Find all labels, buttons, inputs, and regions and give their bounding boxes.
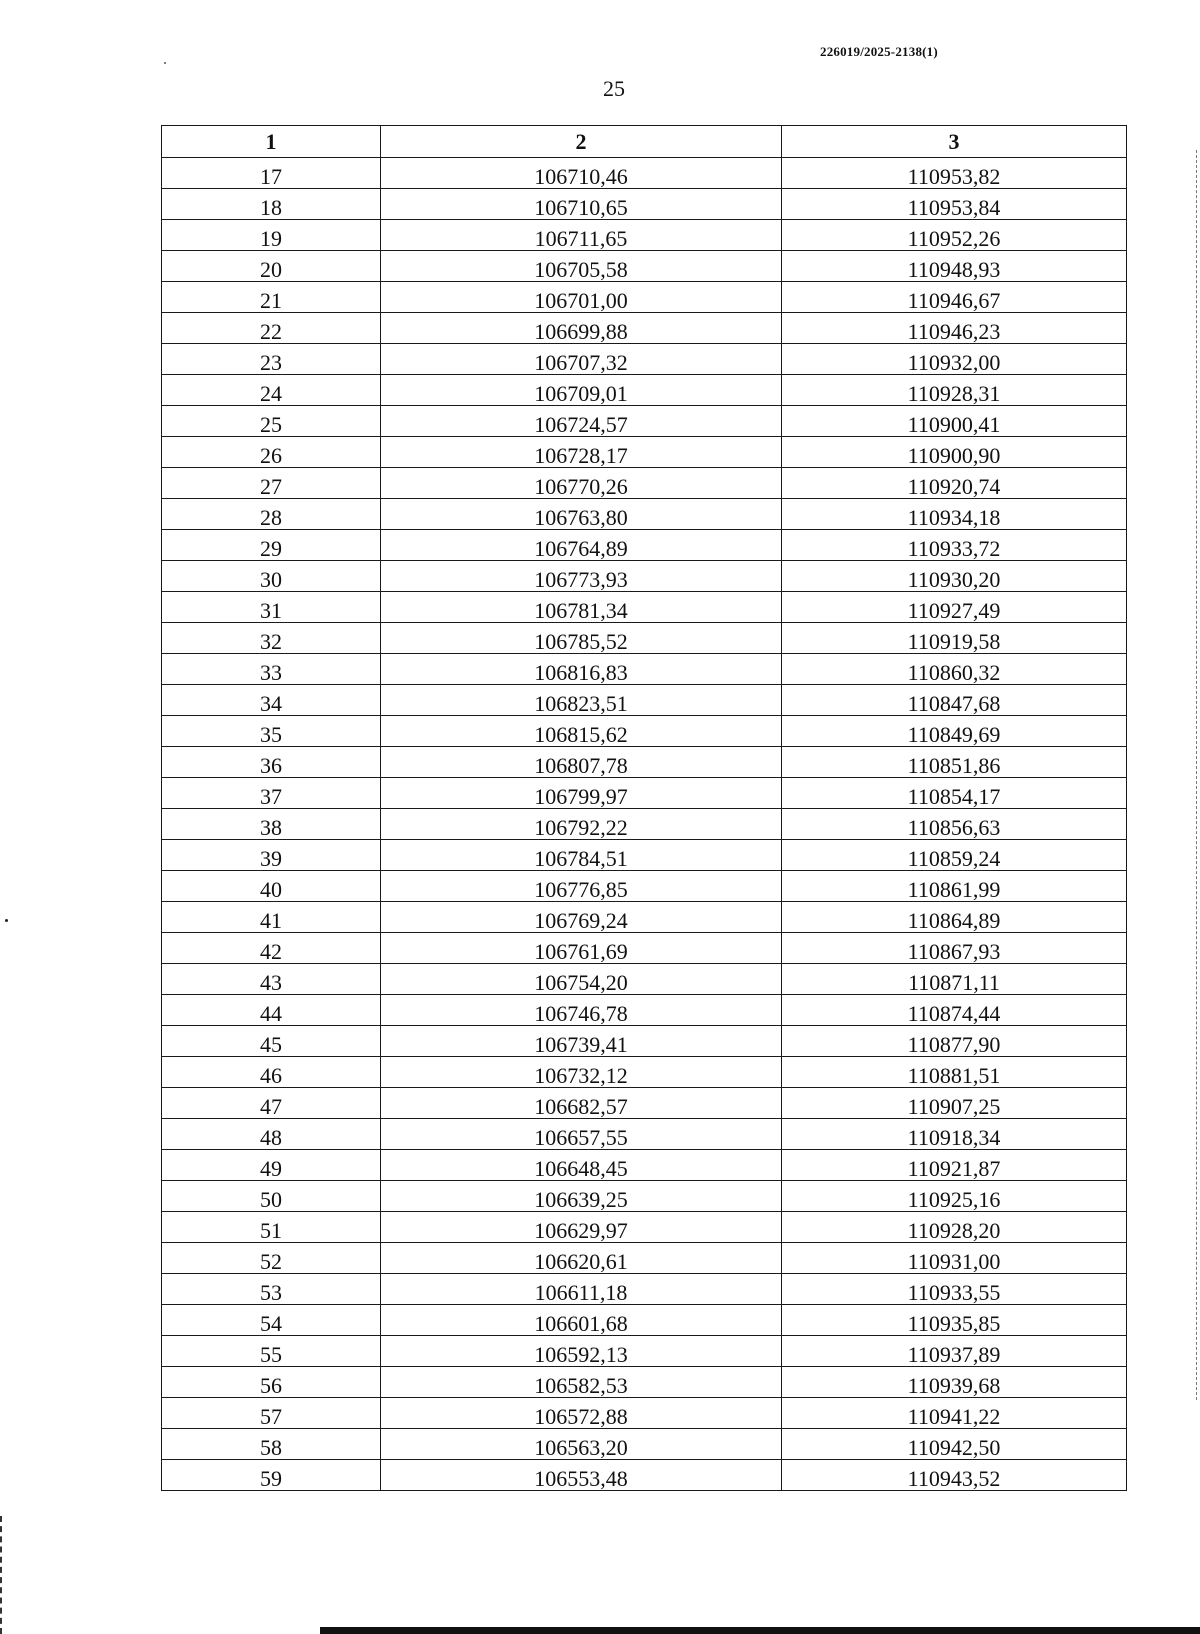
point-number-cell: 17 — [162, 158, 381, 189]
point-number-cell: 18 — [162, 189, 381, 220]
point-number-cell: 58 — [162, 1429, 381, 1460]
y-coordinate-cell: 110867,93 — [782, 933, 1127, 964]
scan-speck — [5, 919, 8, 922]
x-coordinate-cell: 106799,97 — [381, 778, 782, 809]
table-row — [162, 685, 1127, 716]
point-number-cell: 36 — [162, 747, 381, 778]
table-row — [162, 902, 1127, 933]
page-number: 25 — [603, 76, 625, 101]
y-coordinate-cell: 110928,31 — [782, 375, 1127, 406]
y-coordinate-cell: 110948,93 — [782, 251, 1127, 282]
x-coordinate-cell: 106572,88 — [381, 1398, 782, 1429]
x-coordinate-cell: 106705,58 — [381, 251, 782, 282]
point-number-cell: 25 — [162, 406, 381, 437]
y-coordinate-cell: 110919,58 — [782, 623, 1127, 654]
point-number-cell: 33 — [162, 654, 381, 685]
point-number-cell: 47 — [162, 1088, 381, 1119]
x-coordinate-cell: 106657,55 — [381, 1119, 782, 1150]
point-number-cell: 44 — [162, 995, 381, 1026]
y-coordinate-cell: 110937,89 — [782, 1336, 1127, 1367]
y-coordinate-cell: 110854,17 — [782, 778, 1127, 809]
x-coordinate-cell: 106770,26 — [381, 468, 782, 499]
point-number-cell: 22 — [162, 313, 381, 344]
x-coordinate-cell: 106776,85 — [381, 871, 782, 902]
x-coordinate-cell: 106773,93 — [381, 561, 782, 592]
table-row — [162, 406, 1127, 437]
point-number-cell: 43 — [162, 964, 381, 995]
y-coordinate-cell: 110874,44 — [782, 995, 1127, 1026]
table-row — [162, 344, 1127, 375]
point-number-cell: 50 — [162, 1181, 381, 1212]
y-coordinate-cell: 110935,85 — [782, 1305, 1127, 1336]
point-number-cell: 21 — [162, 282, 381, 313]
y-coordinate-cell: 110861,99 — [782, 871, 1127, 902]
point-number-cell: 30 — [162, 561, 381, 592]
y-coordinate-cell: 110952,26 — [782, 220, 1127, 251]
x-coordinate-cell: 106724,57 — [381, 406, 782, 437]
table-body — [162, 158, 1127, 1491]
y-coordinate-cell: 110928,20 — [782, 1212, 1127, 1243]
table-row — [162, 623, 1127, 654]
point-number-cell: 37 — [162, 778, 381, 809]
x-coordinate-cell: 106807,78 — [381, 747, 782, 778]
table-row — [162, 654, 1127, 685]
point-number-cell: 49 — [162, 1150, 381, 1181]
x-coordinate-cell: 106754,20 — [381, 964, 782, 995]
y-coordinate-cell: 110946,67 — [782, 282, 1127, 313]
point-number-cell: 56 — [162, 1367, 381, 1398]
y-coordinate-cell: 110860,32 — [782, 654, 1127, 685]
y-coordinate-cell: 110881,51 — [782, 1057, 1127, 1088]
table-row — [162, 1336, 1127, 1367]
point-number-cell: 34 — [162, 685, 381, 716]
document-number: 226019/2025-2138(1) — [820, 44, 938, 59]
point-number-cell: 19 — [162, 220, 381, 251]
x-coordinate-cell: 106792,22 — [381, 809, 782, 840]
table-row — [162, 871, 1127, 902]
point-number-cell: 31 — [162, 592, 381, 623]
y-coordinate-cell: 110939,68 — [782, 1367, 1127, 1398]
scan-speck — [164, 62, 166, 64]
table-row — [162, 313, 1127, 344]
point-number-cell: 46 — [162, 1057, 381, 1088]
table-row — [162, 964, 1127, 995]
x-coordinate-cell: 106711,65 — [381, 220, 782, 251]
y-coordinate-cell: 110932,00 — [782, 344, 1127, 375]
y-coordinate-cell: 110864,89 — [782, 902, 1127, 933]
point-number-cell: 52 — [162, 1243, 381, 1274]
point-number-cell: 24 — [162, 375, 381, 406]
table-row — [162, 375, 1127, 406]
point-number-cell: 42 — [162, 933, 381, 964]
y-coordinate-cell: 110918,34 — [782, 1119, 1127, 1150]
x-coordinate-cell: 106563,20 — [381, 1429, 782, 1460]
x-coordinate-cell: 106710,46 — [381, 158, 782, 189]
point-number-cell: 23 — [162, 344, 381, 375]
column-header-3: 3 — [782, 126, 1127, 158]
table-header-row — [162, 126, 1127, 158]
x-coordinate-cell: 106592,13 — [381, 1336, 782, 1367]
table-row — [162, 1398, 1127, 1429]
y-coordinate-cell: 110933,55 — [782, 1274, 1127, 1305]
table-row — [162, 1243, 1127, 1274]
y-coordinate-cell: 110942,50 — [782, 1429, 1127, 1460]
table-row — [162, 1057, 1127, 1088]
y-coordinate-cell: 110871,11 — [782, 964, 1127, 995]
y-coordinate-cell: 110900,90 — [782, 437, 1127, 468]
table-row — [162, 561, 1127, 592]
table-row — [162, 220, 1127, 251]
point-number-cell: 55 — [162, 1336, 381, 1367]
point-number-cell: 28 — [162, 499, 381, 530]
x-coordinate-cell: 106784,51 — [381, 840, 782, 871]
coordinates-table — [161, 125, 1127, 1491]
y-coordinate-cell: 110847,68 — [782, 685, 1127, 716]
x-coordinate-cell: 106701,00 — [381, 282, 782, 313]
y-coordinate-cell: 110941,22 — [782, 1398, 1127, 1429]
x-coordinate-cell: 106553,48 — [381, 1460, 782, 1491]
x-coordinate-cell: 106620,61 — [381, 1243, 782, 1274]
table-row — [162, 995, 1127, 1026]
x-coordinate-cell: 106639,25 — [381, 1181, 782, 1212]
point-number-cell: 45 — [162, 1026, 381, 1057]
point-number-cell: 57 — [162, 1398, 381, 1429]
x-coordinate-cell: 106781,34 — [381, 592, 782, 623]
y-coordinate-cell: 110856,63 — [782, 809, 1127, 840]
y-coordinate-cell: 110933,72 — [782, 530, 1127, 561]
column-header-1: 1 — [162, 126, 381, 158]
y-coordinate-cell: 110930,20 — [782, 561, 1127, 592]
scan-edge-line — [1196, 150, 1200, 1400]
table-row — [162, 530, 1127, 561]
x-coordinate-cell: 106739,41 — [381, 1026, 782, 1057]
x-coordinate-cell: 106764,89 — [381, 530, 782, 561]
table-row — [162, 1181, 1127, 1212]
y-coordinate-cell: 110920,74 — [782, 468, 1127, 499]
table-row — [162, 1088, 1127, 1119]
table-row — [162, 1119, 1127, 1150]
x-coordinate-cell: 106816,83 — [381, 654, 782, 685]
x-coordinate-cell: 106728,17 — [381, 437, 782, 468]
x-coordinate-cell: 106732,12 — [381, 1057, 782, 1088]
table-row — [162, 592, 1127, 623]
y-coordinate-cell: 110907,25 — [782, 1088, 1127, 1119]
y-coordinate-cell: 110953,82 — [782, 158, 1127, 189]
x-coordinate-cell: 106710,65 — [381, 189, 782, 220]
x-coordinate-cell: 106785,52 — [381, 623, 782, 654]
x-coordinate-cell: 106582,53 — [381, 1367, 782, 1398]
y-coordinate-cell: 110934,18 — [782, 499, 1127, 530]
y-coordinate-cell: 110921,87 — [782, 1150, 1127, 1181]
x-coordinate-cell: 106709,01 — [381, 375, 782, 406]
y-coordinate-cell: 110849,69 — [782, 716, 1127, 747]
x-coordinate-cell: 106815,62 — [381, 716, 782, 747]
table-row — [162, 1367, 1127, 1398]
point-number-cell: 54 — [162, 1305, 381, 1336]
table-row — [162, 809, 1127, 840]
y-coordinate-cell: 110851,86 — [782, 747, 1127, 778]
y-coordinate-cell: 110931,00 — [782, 1243, 1127, 1274]
point-number-cell: 39 — [162, 840, 381, 871]
point-number-cell: 41 — [162, 902, 381, 933]
table-row — [162, 1212, 1127, 1243]
x-coordinate-cell: 106761,69 — [381, 933, 782, 964]
point-number-cell: 26 — [162, 437, 381, 468]
point-number-cell: 29 — [162, 530, 381, 561]
x-coordinate-cell: 106601,68 — [381, 1305, 782, 1336]
y-coordinate-cell: 110900,41 — [782, 406, 1127, 437]
table-row — [162, 1026, 1127, 1057]
y-coordinate-cell: 110925,16 — [782, 1181, 1127, 1212]
table-row — [162, 716, 1127, 747]
x-coordinate-cell: 106648,45 — [381, 1150, 782, 1181]
table-row — [162, 437, 1127, 468]
table-row — [162, 1150, 1127, 1181]
point-number-cell: 32 — [162, 623, 381, 654]
point-number-cell: 40 — [162, 871, 381, 902]
point-number-cell: 20 — [162, 251, 381, 282]
point-number-cell: 48 — [162, 1119, 381, 1150]
y-coordinate-cell: 110946,23 — [782, 313, 1127, 344]
table-row — [162, 933, 1127, 964]
x-coordinate-cell: 106746,78 — [381, 995, 782, 1026]
y-coordinate-cell: 110943,52 — [782, 1460, 1127, 1491]
point-number-cell: 51 — [162, 1212, 381, 1243]
y-coordinate-cell: 110877,90 — [782, 1026, 1127, 1057]
x-coordinate-cell: 106707,32 — [381, 344, 782, 375]
table-row — [162, 251, 1127, 282]
scan-bottom-bar — [320, 1627, 1200, 1634]
point-number-cell: 27 — [162, 468, 381, 499]
x-coordinate-cell: 106769,24 — [381, 902, 782, 933]
y-coordinate-cell: 110927,49 — [782, 592, 1127, 623]
x-coordinate-cell: 106699,88 — [381, 313, 782, 344]
x-coordinate-cell: 106682,57 — [381, 1088, 782, 1119]
point-number-cell: 59 — [162, 1460, 381, 1491]
point-number-cell: 35 — [162, 716, 381, 747]
table-row — [162, 747, 1127, 778]
y-coordinate-cell: 110953,84 — [782, 189, 1127, 220]
point-number-cell: 53 — [162, 1274, 381, 1305]
table-row — [162, 1429, 1127, 1460]
table-row — [162, 189, 1127, 220]
x-coordinate-cell: 106611,18 — [381, 1274, 782, 1305]
column-header-2: 2 — [381, 126, 782, 158]
table-row — [162, 468, 1127, 499]
x-coordinate-cell: 106763,80 — [381, 499, 782, 530]
table-row — [162, 1305, 1127, 1336]
table-row — [162, 499, 1127, 530]
table-row — [162, 778, 1127, 809]
table-row — [162, 282, 1127, 313]
x-coordinate-cell: 106823,51 — [381, 685, 782, 716]
table-row — [162, 1274, 1127, 1305]
x-coordinate-cell: 106629,97 — [381, 1212, 782, 1243]
scan-edge-line — [0, 1516, 4, 1634]
y-coordinate-cell: 110859,24 — [782, 840, 1127, 871]
table-row — [162, 158, 1127, 189]
table-row — [162, 1460, 1127, 1491]
table-row — [162, 840, 1127, 871]
point-number-cell: 38 — [162, 809, 381, 840]
